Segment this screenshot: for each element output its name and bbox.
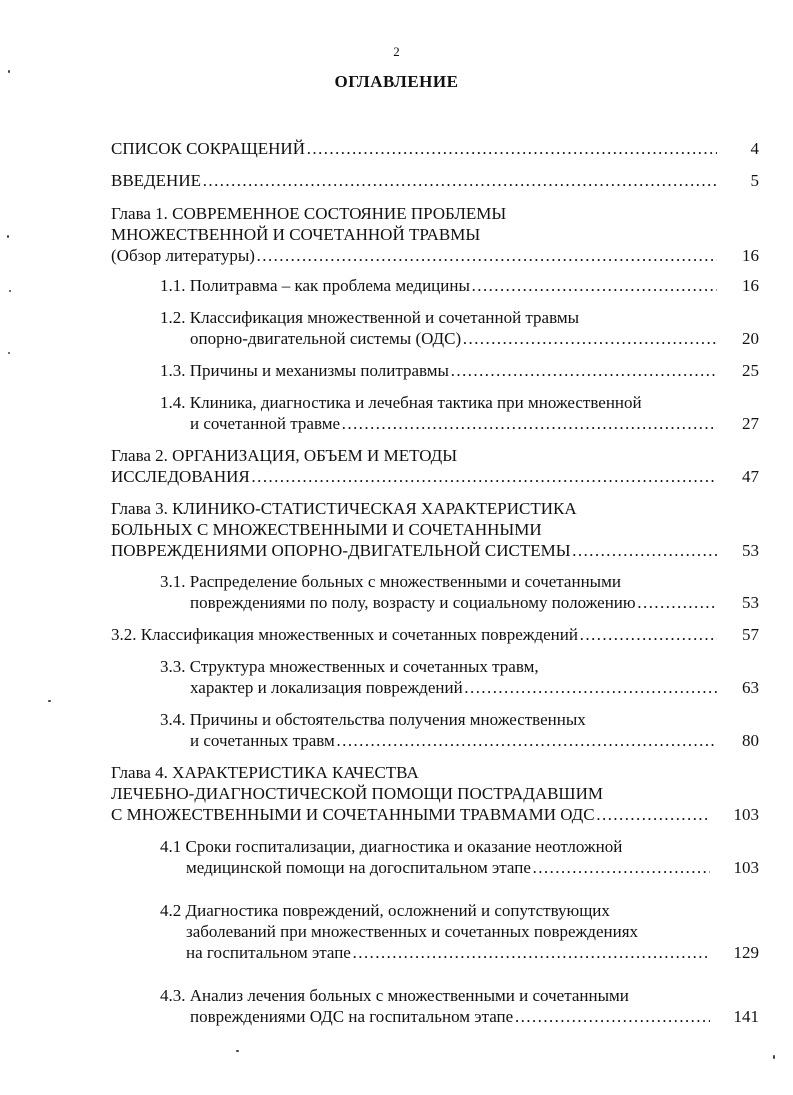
leader-dots: [579, 624, 717, 645]
toc-page-number: 4: [750, 139, 759, 158]
toc-line: Глава 2. ОРГАНИЗАЦИЯ, ОБЪЕМ И МЕТОДЫ: [111, 446, 458, 465]
toc-line: СПИСОК СОКРАЩЕНИЙ: [111, 139, 305, 158]
leader-dots: [352, 942, 710, 963]
leader-dots: [596, 804, 710, 825]
toc-page-number: 16: [742, 246, 759, 265]
leader-dots: [336, 730, 717, 751]
leader-dots: [256, 245, 717, 266]
toc-page-number: 141: [733, 1007, 759, 1026]
toc-line: МНОЖЕСТВЕННОЙ И СОЧЕТАННОЙ ТРАВМЫ: [111, 225, 481, 244]
toc-line: ПОВРЕЖДЕНИЯМИ ОПОРНО-ДВИГАТЕЛЬНОЙ СИСТЕМЫ: [111, 541, 571, 560]
leader-dots: [514, 1006, 709, 1027]
toc-line: ИССЛЕДОВАНИЯ: [111, 467, 250, 486]
toc-page-number: 63: [742, 678, 759, 697]
scan-speck: [236, 1050, 239, 1052]
toc-page-number: 5: [750, 171, 759, 190]
leader-dots: [251, 466, 717, 487]
toc-entry-section-4-2: [160, 900, 759, 963]
toc-line: заболеваний при множественных и сочетанных повреждениях: [186, 922, 639, 941]
leader-dots: [464, 677, 717, 698]
toc-entry-section-3-4: [160, 709, 759, 751]
toc-page-number: 16: [742, 276, 759, 295]
toc-line: 1.1. Политравма – как проблема медицины: [160, 276, 470, 295]
toc-page-number: 57: [742, 625, 759, 644]
toc-entry-chapter-2: [111, 445, 759, 487]
leader-dots: [637, 592, 717, 613]
toc-line: 1.2. Классификация множественной и сочетанной травмы: [160, 308, 580, 327]
toc-entry-section-1-2: [160, 307, 759, 349]
toc-entry-introduction: [111, 170, 759, 191]
leader-dots: [462, 328, 717, 349]
toc-entry-chapter-3: [111, 498, 759, 561]
toc-line: Глава 4. ХАРАКТЕРИСТИКА КАЧЕСТВА: [111, 763, 419, 782]
leader-dots: [306, 138, 717, 159]
scan-speck: [48, 700, 51, 702]
toc-line: Глава 3. КЛИНИКО-СТАТИСТИЧЕСКАЯ ХАРАКТЕРИСТИКА: [111, 499, 577, 518]
toc-page-number: 27: [742, 414, 759, 433]
toc-line: 1.4. Клиника, диагностика и лечебная тактика при множественной: [160, 393, 642, 412]
page-number: 2: [393, 44, 400, 59]
toc-entry-section-3-1: [160, 571, 759, 613]
toc-line: 1.3. Причины и механизмы политравмы: [160, 361, 449, 380]
toc-line: и сочетанной травме: [190, 414, 340, 433]
toc-entry-chapter-1: [111, 203, 759, 266]
toc-page-number: 103: [733, 858, 759, 877]
toc-page-number: 25: [742, 361, 759, 380]
toc-entry-section-1-1: [160, 275, 759, 296]
page-title: ОГЛАВЛЕНИЕ: [334, 72, 459, 91]
leader-dots: [532, 857, 710, 878]
toc-line: 3.3. Структура множественных и сочетанных травм,: [160, 657, 539, 676]
toc-entry-section-4-1: [160, 836, 759, 878]
toc-line: С МНОЖЕСТВЕННЫМИ И СОЧЕТАННЫМИ ТРАВМАМИ ОДС: [111, 805, 595, 824]
toc-page-number: 80: [742, 731, 759, 750]
leader-dots: [341, 413, 717, 434]
scan-speck: [8, 70, 10, 73]
toc-line: и сочетанных травм: [190, 731, 335, 750]
toc-line: 3.2. Классификация множественных и сочетанных повреждений: [111, 625, 578, 644]
toc-entry-section-1-4: [160, 392, 759, 434]
leader-dots: [572, 540, 717, 561]
leader-dots: [202, 170, 717, 191]
toc-entry-section-1-3: [160, 360, 759, 381]
toc-line: БОЛЬНЫХ С МНОЖЕСТВЕННЫМИ И СОЧЕТАННЫМИ: [111, 520, 542, 539]
toc-entry-abbreviations: [111, 138, 759, 159]
toc-line: характер и локализация повреждений: [190, 678, 463, 697]
toc-line: 4.3. Анализ лечения больных с множественными и сочетанными: [160, 986, 629, 1005]
leader-dots: [450, 360, 717, 381]
toc-line: 4.1 Сроки госпитализации, диагностика и оказание неотложной: [160, 837, 623, 856]
toc-entry-chapter-4: [111, 762, 759, 825]
toc-page-number: 53: [742, 541, 759, 560]
toc-line: повреждениями ОДС на госпитальном этапе: [190, 1007, 514, 1026]
toc-line: на госпитальном этапе: [186, 943, 351, 962]
toc-line: (Обзор литературы): [111, 246, 255, 265]
scan-speck: [7, 235, 9, 238]
toc-line: Глава 1. СОВРЕМЕННОЕ СОСТОЯНИЕ ПРОБЛЕМЫ: [111, 204, 507, 223]
toc-entry-section-3-2: [111, 624, 759, 645]
toc-page-number: 103: [733, 805, 759, 824]
toc-entry-section-4-3: [160, 985, 759, 1027]
scan-speck: [9, 290, 11, 292]
leader-dots: [471, 275, 717, 296]
toc-line: ВВЕДЕНИЕ: [111, 171, 201, 190]
toc-page-number: 129: [733, 943, 759, 962]
toc-page-number: 47: [742, 467, 759, 486]
toc-line: опорно-двигательной системы (ОДС): [190, 329, 462, 348]
toc-page-number: 53: [742, 593, 759, 612]
toc-line: 3.4. Причины и обстоятельства получения множественных: [160, 710, 586, 729]
toc-line: 3.1. Распределение больных с множественными и сочетанными: [160, 572, 621, 591]
toc-page-number: 20: [742, 329, 759, 348]
scan-speck: [773, 1055, 775, 1059]
toc-line: 4.2 Диагностика повреждений, осложнений и сопутствующих: [160, 901, 610, 920]
scan-speck: [8, 352, 10, 354]
toc-line: ЛЕЧЕБНО-ДИАГНОСТИЧЕСКОЙ ПОМОЩИ ПОСТРАДАВШИМ: [111, 784, 603, 803]
toc-entry-section-3-3: [160, 656, 759, 698]
toc-line: повреждениями по полу, возрасту и социальному положению: [190, 593, 636, 612]
toc-line: медицинской помощи на догоспитальном этапе: [186, 858, 531, 877]
